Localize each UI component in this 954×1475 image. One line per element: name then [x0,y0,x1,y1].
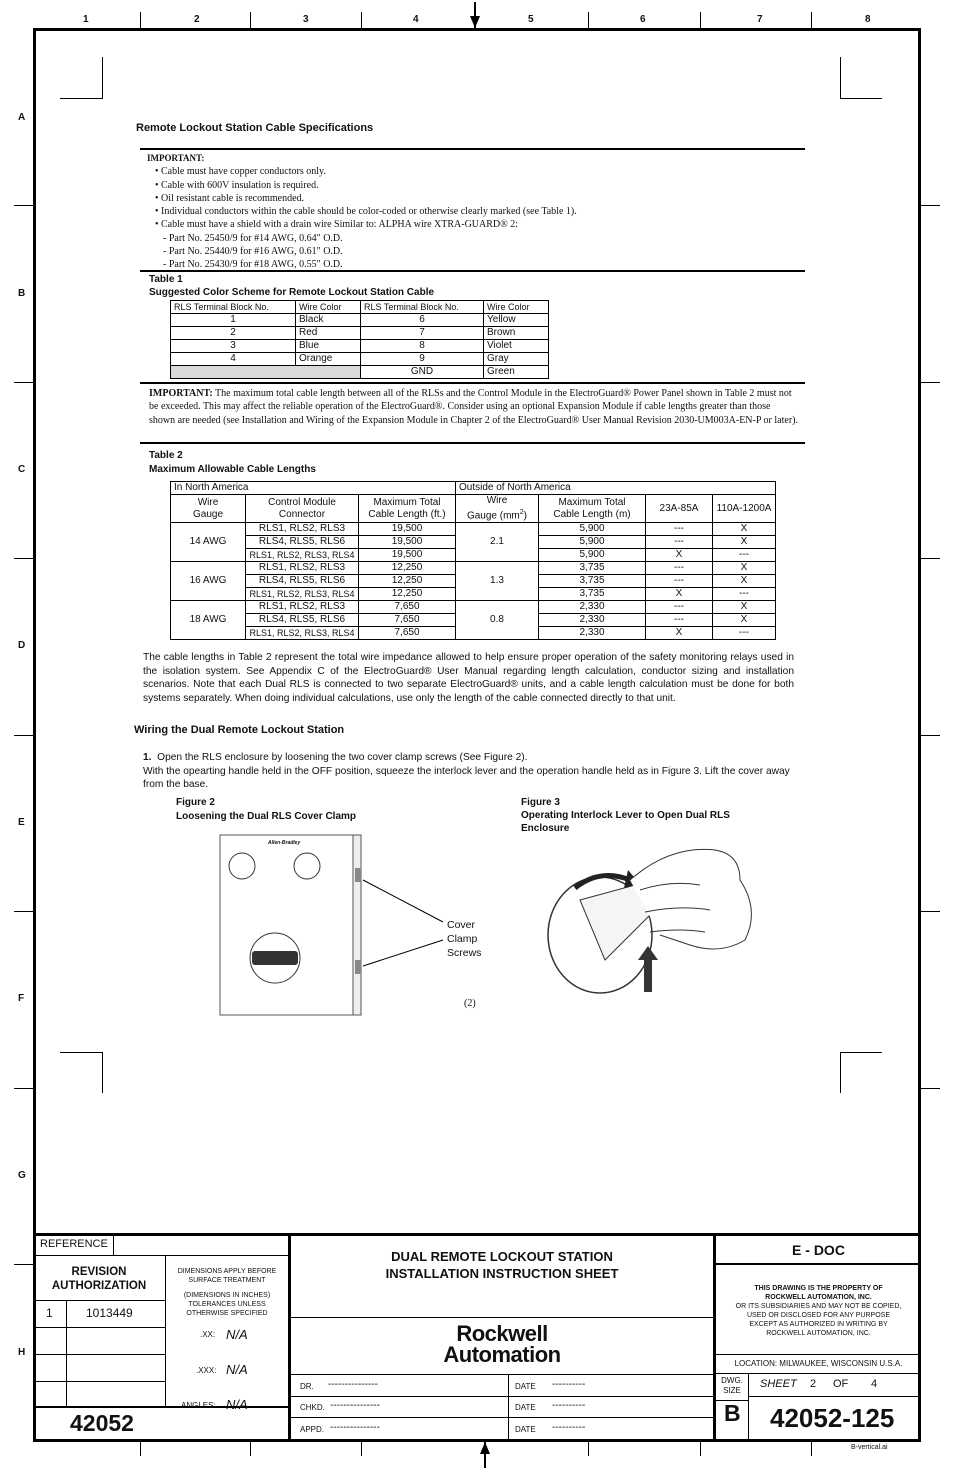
sheet-number: 2 [810,1378,817,1390]
date-value: ---------- [552,1379,586,1390]
table-row: RLS1, RLS2, RLS3, RLS4 7,650 2,330 X --- [171,627,776,640]
table-row: RLS4, RLS5, RLS6 19,500 5,900 --- X [171,536,776,549]
zone-col-4: 4 [413,14,419,25]
zone-col-6: 6 [640,14,646,25]
table-row: RLS1, RLS2, RLS3, RLS4 19,500 5,900 X --- [171,549,776,562]
drawing-size-label: DWG. SIZE [721,1376,743,1395]
figure3-caption: Figure 3 Operating Interlock Lever to Open Dual RLS Enclosure [521,797,730,834]
sheet-label: SHEET [760,1378,797,1390]
bullet-item: • Oil resistant cable is recommended. [155,192,305,204]
sheet-of: OF [833,1378,849,1390]
location: LOCATION: MILWAUKEE, WISCONSIN U.S.A. [734,1359,903,1368]
zone-col-1: 1 [83,14,89,25]
date-label: DATE [515,1425,536,1434]
important-note-length: IMPORTANT: The maximum total cable length between all of the RLSs and the Control Module in the ElectroGuard® Power Panel shown in Table 2 must not be exceeded. This may affect the reliable operation of the ElectroGuard®. Consider using an optional Expansion Module if cable lengths greater than those shown are needed (see Installation and Wiring of the Expansion Module in Chapter 2 of the ElectroGuard® User Manual Revision 2030-UM003A-EN-P or later). [149,388,798,426]
brand-text: Allen-Bradley [268,840,301,846]
zone-col-2: 2 [194,14,200,25]
table1 [170,300,549,379]
tolerance-xx-label: .XX: [200,1330,216,1339]
table-row: RLS4, RLS5, RLS6 12,250 3,735 --- X [171,575,776,588]
figure3-illustration [540,840,780,1000]
center-mark-top-icon [468,2,482,30]
table2-heading: Table 2 Maximum Allowable Cable Lengths [149,450,316,475]
section-title-cable-specs: Remote Lockout Station Cable Specifications [136,122,374,134]
table1-header: Wire Color [296,301,361,314]
zone-row-d: D [18,640,26,651]
angles-label: ANGLES: [181,1401,216,1410]
zone-col-7: 7 [757,14,763,25]
zone-col-3: 3 [303,14,309,25]
tolerance-xx: N/A [226,1327,248,1342]
section-title-wiring: Wiring the Dual Remote Lockout Station [134,724,345,736]
rockwell-automation-logo: Rockwell Automation [443,1321,561,1367]
zone-row-f: F [18,993,25,1004]
zone-row-h: H [18,1347,26,1358]
table-row: 16 AWG RLS1, RLS2, RLS3 12,250 1.3 3,735 --- X [171,562,776,575]
file-name: B-vertical.ai [851,1444,888,1451]
zone-col-5: 5 [528,14,534,25]
table1-header: RLS Terminal Block No. [171,301,296,314]
dimensions-note: DIMENSIONS APPLY BEFORE SURFACE TREATMENT (DIMENSIONS IN INCHES) TOLERANCES UNLESS OTHERWISE SPECIFIED [177,1268,277,1317]
important-heading: IMPORTANT: [147,153,205,163]
table-row: 1 Black 6 Yellow [171,314,549,327]
table-row: 3 Blue 8 Violet [171,340,549,353]
table-row: 18 AWG RLS1, RLS2, RLS3 7,650 0.8 2,330 --- X [171,601,776,614]
approved-by-value: --------------- [330,1422,380,1433]
bullet-item: • Individual conductors within the cable should be color-coded or otherwise clearly marked (see Table 1). [155,206,577,218]
date-label: DATE [515,1403,536,1412]
bullet-item: • Cable must have copper conductors only. [155,166,326,178]
tolerance-xxx-label: .XXX: [196,1366,217,1375]
revision-authorization-label: REVISION AUTHORIZATION [51,1266,147,1292]
table-row: RLS1, RLS2, RLS3, RLS4 12,250 3,735 X --- [171,588,776,601]
crop-mark [840,57,882,99]
e-doc-label: E - DOC [792,1242,845,1258]
zone-row-c: C [18,464,26,475]
zone-row-e: E [18,817,25,828]
crop-mark [840,1052,882,1093]
step-1: 1. Open the RLS enclosure by loosening the two cover clamp screws (See Figure 2). With the opearting handle held in the OFF position, squeeze the interlock lever and the operation handle held as in Figure 3. Lift the cover away from the base. [143,752,790,790]
revision-number: 1 [46,1306,53,1320]
property-notice: THIS DRAWING IS THE PROPERTY OF ROCKWELL AUTOMATION, INC. OR ITS SUBSIDIARIES AND MAY NOT BE COPIED, USED OR DISCLOSED FOR ANY PURPOSE EXCEPT AS AUTHORIZED IN WRITING BY ROCKWELL AUTOMATION, INC. [735,1285,902,1337]
table1-header: RLS Terminal Block No. [361,301,484,314]
table-row: 14 AWG RLS1, RLS2, RLS3 19,500 2.1 5,900 --- X [171,523,776,536]
center-mark-bottom-icon [478,1440,492,1468]
document-title: DUAL REMOTE LOCKOUT STATION INSTALLATION INSTRUCTION SHEET [385,1249,619,1281]
reference-label: REFERENCE [40,1238,108,1250]
drawing-size: B [724,1400,741,1426]
drawing-number: 42052-125 [770,1403,895,1433]
revision-authorization-number: 1013449 [86,1306,133,1320]
table-row: 2 Red 7 Brown [171,327,549,340]
important-box [147,152,802,272]
sheet-total: 4 [871,1378,878,1390]
zone-row-a: A [18,112,26,123]
table2: In North America Outside of North America Wire Gauge Control Module Connector Maximum Total Cable Length (ft.) Wire Gauge $(mm^2)$ Maximum Total Cable Length (m) 23A-85A 110A-1200A 14 AWG RLS1, RLS2, RLS3 19,500 2.1 5,900 --- X RLS4, RLS5, RLS6 19,500 5,900 --- X RLS1, RLS2, RLS3, RLS4 19,500 5,900 X --- 16 AWG RLS1, RLS2, RLS3 12,250 1.3 3,735 --- X RLS4, RLS5, RLS6 12,250 3,735 --- X RLS1, RLS2, RLS3, RLS4 12,250 3,735 X --- 18 AWG RLS1, RLS2, RLS3 7,650 0.8 2,330 --- X RLS4, RLS5, RLS6 7,650 2,330 --- X RLS1, RLS2, RLS3, RLS4 7,650 2,330 X --- [170,481,776,640]
part-number: 42052 [70,1410,134,1436]
part-item: - Part No. 25440/9 for #16 AWG, 0.61" O.D. [163,246,343,258]
tolerance-xxx: N/A [226,1362,248,1377]
table-row: RLS4, RLS5, RLS6 7,650 2,330 --- X [171,614,776,627]
zone-row-b: B [18,288,26,299]
bullet-item: • Cable with 600V insulation is required. [155,179,319,191]
angles-tolerance: N/A [226,1397,248,1412]
drawn-by-value: --------------- [328,1379,378,1390]
part-item: - Part No. 25430/9 for #18 AWG, 0.55" O.D. [163,259,343,271]
date-value: ---------- [552,1400,586,1411]
date-label: DATE [515,1382,536,1391]
zone-col-8: 8 [865,14,871,25]
table1-header: Wire Color [484,301,549,314]
crop-mark [60,57,103,99]
group-outside-na: Outside of North America [456,482,776,495]
part-item: - Part No. 25450/9 for #14 AWG, 0.64" O.D. [163,232,343,244]
approved-by-label: APPD. [300,1425,325,1434]
group-north-america: In North America [171,482,456,495]
checked-by-label: CHKD. [300,1403,325,1412]
drawn-by-label: DR. [300,1382,314,1391]
table-row: 4 Orange 9 Gray [171,353,549,366]
cable-length-paragraph: The cable lengths in Table 2 represent the total wire impedance allowed to help ensure proper operation of the safety monitoring relays used in the isolation system. See Appendix C of the ElectroGuard® User Manual regarding length calculation, conductor sizing and installation scenarios. Note that each Dual RLS is connected to two separate ElectroGuard® units, and a cable length calculation must be done for both systems separately. When doing individual calculations, use only the length of the cable connected directly to that unit. [143,652,794,704]
figure2-caption: Figure 2 Loosening the Dual RLS Cover Clamp [176,797,357,822]
callout-cover-clamp-screws: Cover Clamp Screws [447,919,482,959]
checked-by-value: --------------- [330,1400,380,1411]
figure-footnote: (2) [464,998,476,1009]
crop-mark [60,1052,103,1093]
table-row: GND Green [171,366,549,379]
table1-heading: Table 1 Suggested Color Scheme for Remote Lockout Station Cable [149,274,435,298]
date-value: ---------- [552,1422,586,1433]
zone-row-g: G [18,1170,26,1181]
bullet-item: • Cable must have a shield with a drain wire Similar to: ALPHA wire XTRA-GUARD® 2: [155,219,519,231]
